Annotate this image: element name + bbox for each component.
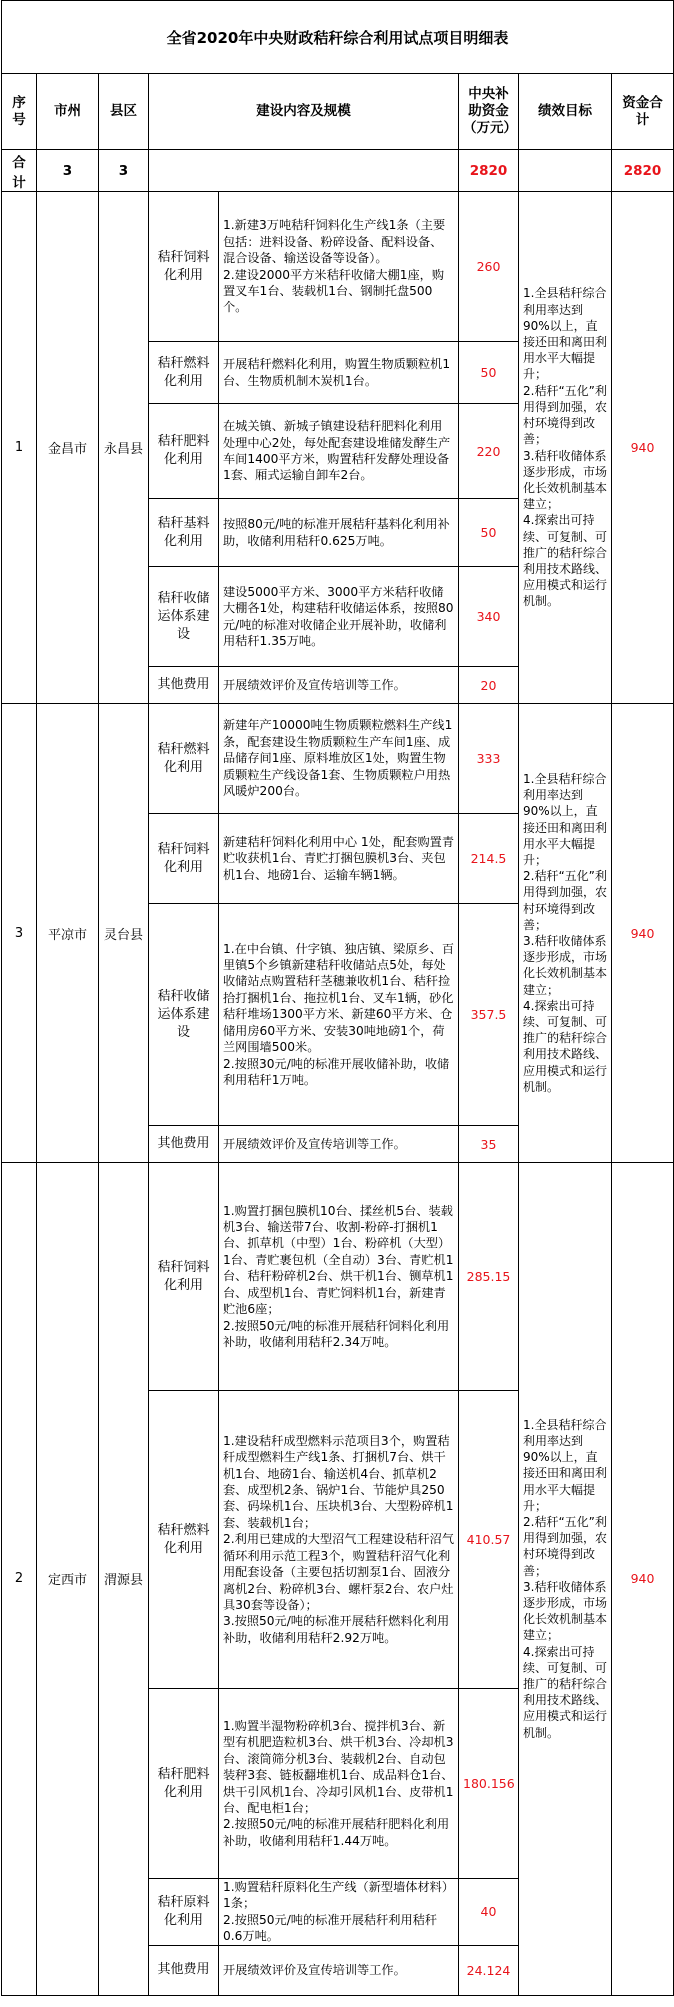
item-category: 秸秆饲料化利用 bbox=[149, 1163, 219, 1391]
item-category: 秸秆收储运体系建设 bbox=[149, 904, 219, 1126]
item-content: 1.建设秸秆成型燃料示范项目3个，购置秸秆成型燃料生产线1条、打捆机7台、烘干机1台、地磅1台、输送机4台、抓草机2套、成型机2条、锅炉1台、节能炉具250套、码垛机1台、压块机3台、大型粉碎机1套、装载机1台； 2.利用已建成的大型沼气工程建设秸秆沼气循环利用示范工程3个，购置秸秆沼气化利用配套设备（主要包括切割泵1台、固液分离机2台、粉碎机3台、螺杆泵2台、农户灶具30套等设备）； 3.按照50元/吨的标准开展秸秆燃料化利用补助，收储利用秸秆2.92万吨。 bbox=[219, 1391, 459, 1689]
group-total: 940 bbox=[612, 192, 674, 704]
table-title: 全省2020年中央财政秸秆综合利用试点项目明细表 bbox=[2, 1, 674, 74]
row-seq: 1 bbox=[2, 192, 37, 704]
summary-counties: 3 bbox=[99, 150, 149, 192]
table-row bbox=[2, 192, 674, 342]
item-fund: 50 bbox=[459, 499, 519, 567]
item-content: 新建年产10000吨生物质颗粒燃料生产线1条，配套建设生物质颗粒生产车间1座、成品储存间1座、原料堆放区1处，购置生物质颗粒生产线设备1套、生物质颗粒户用热风暖炉200台。 bbox=[219, 704, 459, 814]
item-category: 秸秆饲料化利用 bbox=[149, 814, 219, 904]
summary-cities: 3 bbox=[37, 150, 99, 192]
summary-target-blank bbox=[519, 150, 612, 192]
item-content: 开展绩效评价及宣传培训等工作。 bbox=[219, 667, 459, 704]
item-content: 1.新建3万吨秸秆饲料化生产线1条（主要包括：进料设备、粉碎设备、配料设备、混合设备、输送设备等设备）。 2.建设2000平方米秸秆收储大棚1座，购置叉车1台、装载机1台、钢制托盘500个。 bbox=[219, 192, 459, 342]
item-fund: 50 bbox=[459, 342, 519, 404]
item-category: 秸秆收储运体系建设 bbox=[149, 567, 219, 667]
summary-fund: 2820 bbox=[459, 150, 519, 192]
group-total: 940 bbox=[612, 1163, 674, 1996]
header-target: 绩效目标 bbox=[519, 74, 612, 150]
performance-target: 1.全县秸秆综合利用率达到90%以上，直接还田和离田利用水平大幅提升； 2.秸秆“五化”利用得到加强，农村环境得到改善； 3.秸秆收储体系逐步形成，市场化长效机制基本建立； 4.探索出可持续、可复制、可推广的秸秆综合利用技术路线、应用模式和运行机制。 bbox=[519, 704, 612, 1163]
row-seq: 3 bbox=[2, 704, 37, 1163]
row-county: 渭源县 bbox=[99, 1163, 149, 1996]
item-category: 秸秆燃料化利用 bbox=[149, 704, 219, 814]
item-fund: 357.5 bbox=[459, 904, 519, 1126]
header-county: 县区 bbox=[99, 74, 149, 150]
item-category: 秸秆肥料化利用 bbox=[149, 1689, 219, 1879]
summary-total: 2820 bbox=[612, 150, 674, 192]
item-category: 秸秆肥料化利用 bbox=[149, 404, 219, 499]
row-city: 平凉市 bbox=[37, 704, 99, 1163]
item-content: 开展绩效评价及宣传培训等工作。 bbox=[219, 1945, 459, 1995]
item-category: 秸秆燃料化利用 bbox=[149, 1391, 219, 1689]
item-fund: 340 bbox=[459, 567, 519, 667]
item-content: 1.购置打捆包膜机10台、揉丝机5台、装载机3台、输送带7台、收割-粉碎-打捆机1台、抓草机（中型）1台、粉碎机（大型）1台、青贮裹包机（全自动）3台、青贮机1台、秸秆粉碎机2台、烘干机1台、铡草机1台、成型机1台、青贮饲料机1台，新建青贮池6座； 2.按照50元/吨的标准开展秸秆饲料化利用补助，收储利用秸秆2.34万吨。 bbox=[219, 1163, 459, 1391]
header-fund: 中央补助资金（万元） bbox=[459, 74, 519, 150]
item-category: 其他费用 bbox=[149, 1945, 219, 1995]
item-content: 开展绩效评价及宣传培训等工作。 bbox=[219, 1126, 459, 1163]
row-city: 定西市 bbox=[37, 1163, 99, 1996]
item-fund: 260 bbox=[459, 192, 519, 342]
performance-target: 1.全县秸秆综合利用率达到90%以上，直接还田和离田利用水平大幅提升； 2.秸秆“五化”利用得到加强，农村环境得到改善； 3.秸秆收储体系逐步形成，市场化长效机制基本建立； 4.探索出可持续、可复制、可推广的秸秆综合利用技术路线、应用模式和运行机制。 bbox=[519, 192, 612, 704]
table-row bbox=[2, 1163, 674, 1391]
item-content: 1.购置秸秆原料化生产线（新型墙体材料）1条； 2.按照50元/吨的标准开展秸秆利用秸秆0.6万吨。 bbox=[219, 1879, 459, 1946]
item-content: 新建秸秆饲料化利用中心 1处，配套购置青贮收获机1台、青贮打捆包膜机3台、夹包机1台、地磅1台、运输车辆1辆。 bbox=[219, 814, 459, 904]
summary-label: 合计 bbox=[2, 150, 37, 192]
header-seq: 序号 bbox=[2, 74, 37, 150]
summary-blank bbox=[149, 150, 459, 192]
item-fund: 35 bbox=[459, 1126, 519, 1163]
header-total: 资金合计 bbox=[612, 74, 674, 150]
item-content: 1.在中台镇、什字镇、独店镇、梁原乡、百里镇5个乡镇新建秸秆收储站点5处，每处收储站点购置秸秆茎穗兼收机1台、秸秆捡拾打捆机1台、拖拉机1台、叉车1辆，砂化秸秆堆场1300平方米、新建60平方米、仓储用房60平方米、安装30吨地磅1个，荷兰网围墙500米。 2.按照30元/吨的标准开展收储补助，收储利用秸秆1万吨。 bbox=[219, 904, 459, 1126]
item-fund: 24.124 bbox=[459, 1945, 519, 1995]
item-category: 其他费用 bbox=[149, 1126, 219, 1163]
item-content: 在城关镇、新城子镇建设秸秆肥料化利用处理中心2处，每处配套建设堆储发酵生产车间1400平方米，购置秸秆发酵处理设备1套、厢式运输自卸车2台。 bbox=[219, 404, 459, 499]
row-seq: 2 bbox=[2, 1163, 37, 1996]
item-fund: 333 bbox=[459, 704, 519, 814]
item-fund: 220 bbox=[459, 404, 519, 499]
item-category: 秸秆基料化利用 bbox=[149, 499, 219, 567]
item-fund: 180.156 bbox=[459, 1689, 519, 1879]
item-content: 建设5000平方米、3000平方米秸秆收储大棚各1处，构建秸秆收储运体系，按照80元/吨的标准对收储企业开展补助，收储利用秸秆1.35万吨。 bbox=[219, 567, 459, 667]
item-fund: 285.15 bbox=[459, 1163, 519, 1391]
item-fund: 40 bbox=[459, 1879, 519, 1946]
header-city: 市州 bbox=[37, 74, 99, 150]
group-total: 940 bbox=[612, 704, 674, 1163]
item-content: 开展秸秆燃料化利用，购置生物质颗粒机1台、生物质机制木炭机1台。 bbox=[219, 342, 459, 404]
item-category: 秸秆燃料化利用 bbox=[149, 342, 219, 404]
row-county: 灵台县 bbox=[99, 704, 149, 1163]
item-fund: 214.5 bbox=[459, 814, 519, 904]
row-county: 永昌县 bbox=[99, 192, 149, 704]
item-content: 1.购置半湿物粉碎机3台、搅拌机3台、新型有机肥造粒机3台、烘干机3台、冷却机3台、滚筒筛分机3台、装载机2台、自动包装秤3套、链板翻堆机1台、成品料仓1台、烘干引风机1台、冷却引风机1台、皮带机1台、配电柜1台； 2.按照50元/吨的标准开展秸秆肥料化利用补助，收储利用秸秆1.44万吨。 bbox=[219, 1689, 459, 1879]
project-detail-table bbox=[1, 0, 674, 1996]
item-fund: 410.57 bbox=[459, 1391, 519, 1689]
row-city: 金昌市 bbox=[37, 192, 99, 704]
item-category: 秸秆饲料化利用 bbox=[149, 192, 219, 342]
item-content: 按照80元/吨的标准开展秸秆基料化利用补助，收储利用秸秆0.625万吨。 bbox=[219, 499, 459, 567]
item-category: 秸秆原料化利用 bbox=[149, 1879, 219, 1946]
item-fund: 20 bbox=[459, 667, 519, 704]
performance-target: 1.全县秸秆综合利用率达到90%以上，直接还田和离田利用水平大幅提升； 2.秸秆“五化”利用得到加强，农村环境得到改善； 3.秸秆收储体系逐步形成，市场化长效机制基本建立； 4.探索出可持续、可复制、可推广的秸秆综合利用技术路线、应用模式和运行机制。 bbox=[519, 1163, 612, 1996]
item-category: 其他费用 bbox=[149, 667, 219, 704]
header-content: 建设内容及规模 bbox=[149, 74, 459, 150]
table-row bbox=[2, 704, 674, 814]
